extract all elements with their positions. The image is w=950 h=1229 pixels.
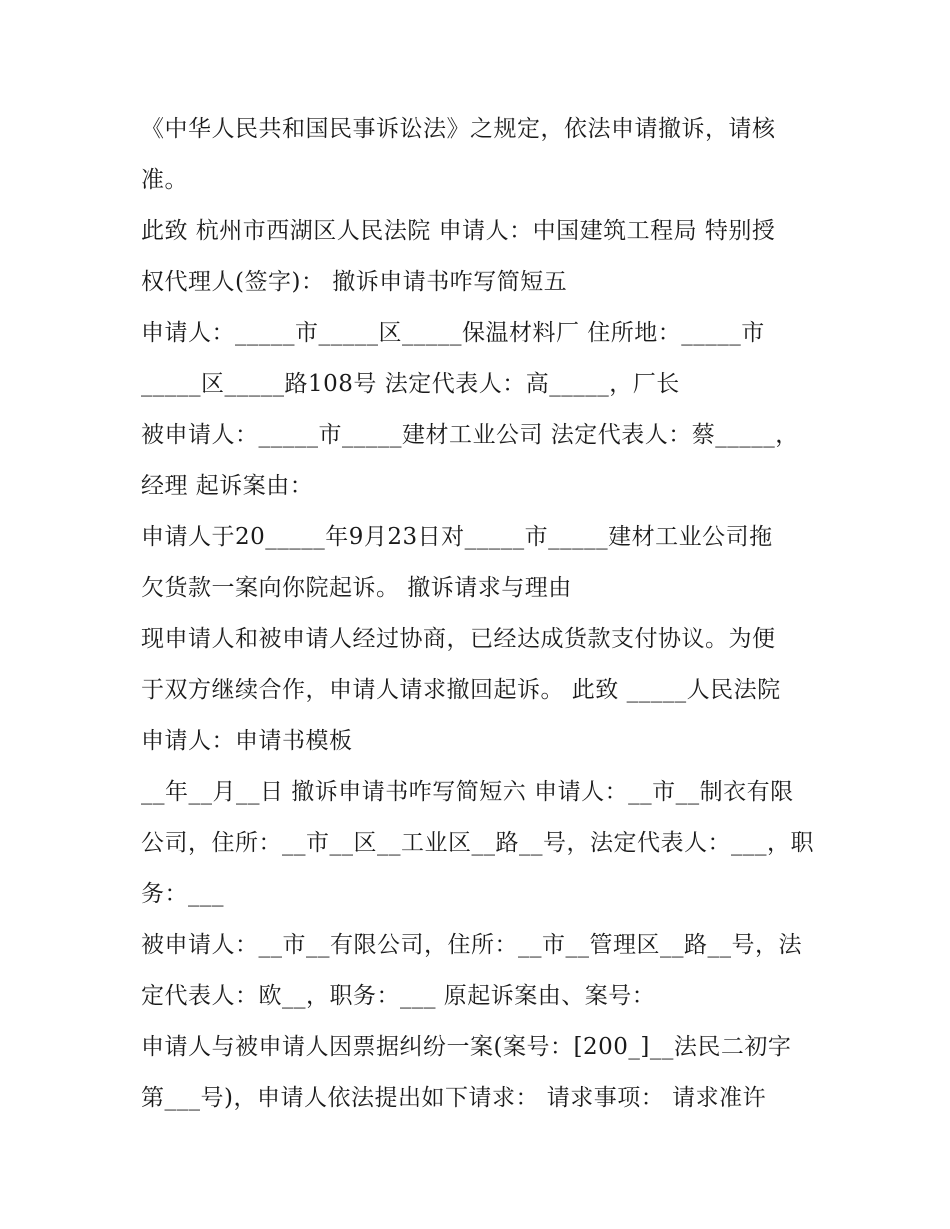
text-line: 被申请人：__市__有限公司，住所：__市__管理区__路__号，法 [141,932,802,958]
text-line: 此致 杭州市西湖区人民法院 申请人：中国建筑工程局 特别授 [141,218,776,244]
text-line: 于双方继续合作，申请人请求撤回起诉。 此致 _____人民法院 [141,677,781,703]
text-line: 申请人于20_____年9月23日对_____市_____建材工业公司拖 [141,524,773,550]
text-line: 申请人：_____市_____区_____保温材料厂 住所地：_____市 [141,320,765,346]
text-line: 经理 起诉案由： [141,473,314,499]
text-line: 准。 [141,167,188,193]
text-line: 欠货款一案向你院起诉。 撤诉请求与理由 [141,575,572,601]
text-line: 申请人与被申请人因票据纠纷一案(案号：[200_]__法民二初字 [141,1034,792,1060]
text-line: _____区_____路108号 法定代表人：高_____，厂长 [141,371,680,397]
text-line: 公司，住所：__市__区__工业区__路__号，法定代表人：___，职 [141,830,814,856]
text-line: 被申请人：_____市_____建材工业公司 法定代表人：蔡_____， [141,422,799,448]
text-line: __年__月__日 撤诉申请书咋写简短六 申请人：__市__制衣有限 [141,779,794,805]
text-line: 《中华人民共和国民事诉讼法》之规定，依法申请撤诉，请核 [141,116,776,142]
text-line: 第___号)，申请人依法提出如下请求： 请求事项： 请求准许 [141,1085,767,1111]
document-body [141,104,813,1124]
text-line: 务：___ [141,881,224,907]
text-line: 权代理人(签字)： 撤诉申请书咋写简短五 [141,269,568,295]
text-line: 现申请人和被申请人经过协商，已经达成货款支付协议。为便 [141,626,776,652]
text-line: 定代表人：欧__，职务：___ 原起诉案由、案号： [141,983,656,1009]
text-line: 申请人：申请书模板 [141,728,353,754]
